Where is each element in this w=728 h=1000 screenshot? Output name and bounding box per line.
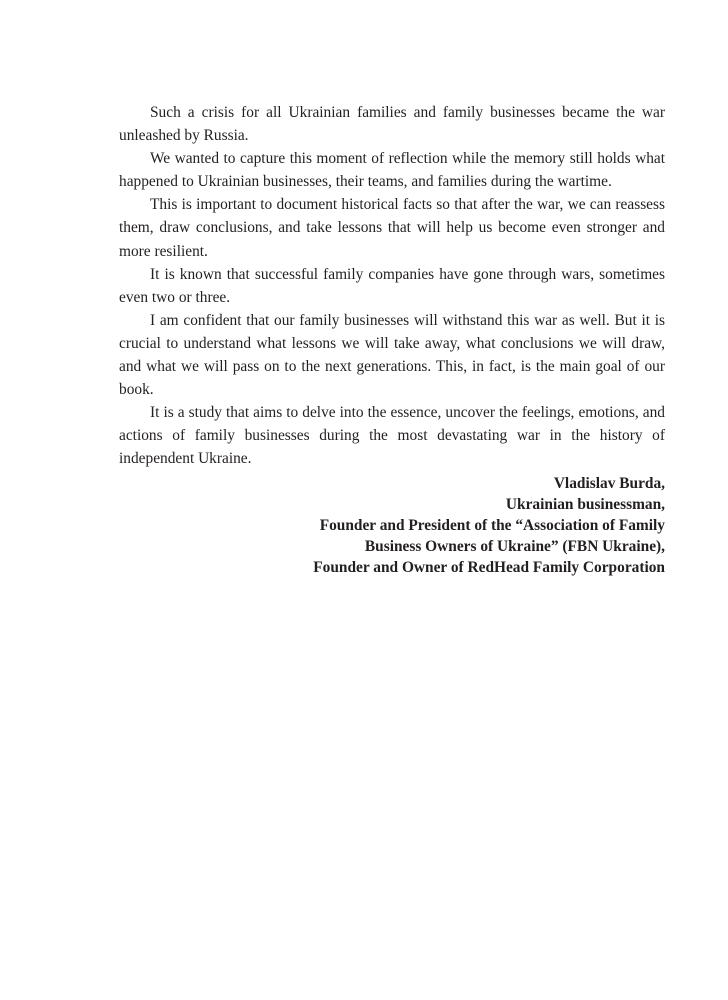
paragraph-5: I am confident that our family businesses will withstand this war as well. But it is crucial to understand what lessons we will take away, what conclusions we will draw, and what we will pass on to the next generations. This, in fact, is the main goal of our book. [119, 311, 665, 399]
paragraph-2: We wanted to capture this moment of reflection while the memory still holds what happened to Ukrainian businesses, their teams, and families during the wartime. [119, 150, 665, 191]
signature-role-2: Founder and President of the “Association of Family [319, 516, 665, 534]
signature-role-1: Ukrainian businessman, [505, 495, 665, 513]
paragraph-6: It is a study that aims to delve into the essence, uncover the feelings, emotions, and actions of family businesses during the most devastating war in the history of independent Ukraine. [119, 404, 665, 468]
signature-role-3: Business Owners of Ukraine” (FBN Ukraine), [364, 538, 665, 556]
paragraph-3: This is important to document historical facts so that after the war, we can reassess them, draw conclusions, and take lessons that will help us become even stronger and more resilient. [119, 196, 665, 260]
paragraph-1: Such a crisis for all Ukrainian families and family businesses became the war unleashed by Russia. [119, 104, 665, 145]
body-text [119, 101, 665, 579]
paragraph-4: It is known that successful family companies have gone through wars, sometimes even two or three. [119, 265, 665, 306]
signature-block [119, 473, 665, 579]
signature-role-4: Founder and Owner of RedHead Family Corporation [313, 559, 665, 577]
signature-name: Vladislav Burda, [553, 474, 665, 492]
